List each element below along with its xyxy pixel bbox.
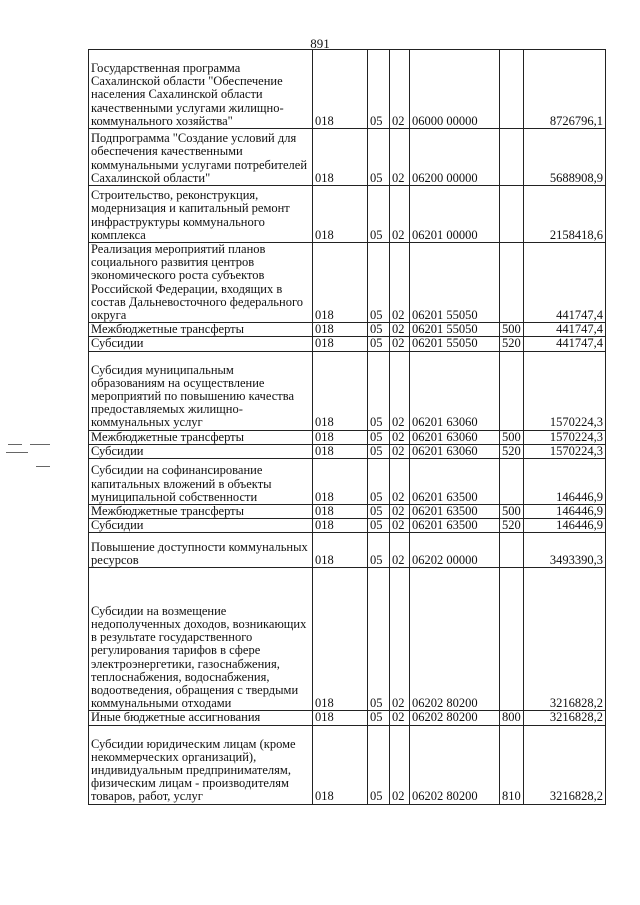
target-article-code: 06201 63060 (410, 444, 500, 458)
amount-value: 2158418,6 (524, 186, 606, 243)
subsection-code: 02 (390, 444, 410, 458)
section-code: 05 (368, 568, 390, 711)
row-description: Подпрограмма "Создание условий для обеспечения качественными коммунальными услугами потребителей Сахалинской области" (89, 129, 313, 186)
target-article-code: 06201 63500 (410, 459, 500, 505)
subsection-code: 02 (390, 711, 410, 725)
expense-type-code (500, 129, 524, 186)
target-article-code: 06201 63500 (410, 519, 500, 533)
row-description: Повышение доступности коммунальных ресурсов (89, 533, 313, 568)
target-article-code: 06201 55050 (410, 243, 500, 323)
subsection-code: 02 (390, 323, 410, 337)
section-code: 05 (368, 444, 390, 458)
table-row (89, 533, 606, 568)
table-row (89, 459, 606, 505)
section-code: 05 (368, 505, 390, 519)
target-article-code: 06000 00000 (410, 50, 500, 129)
ministry-code: 018 (313, 337, 368, 351)
table-row (89, 50, 606, 129)
expense-type-code (500, 533, 524, 568)
expense-type-code (500, 243, 524, 323)
subsection-code: 02 (390, 725, 410, 804)
table-row (89, 711, 606, 725)
expense-type-code: 520 (500, 444, 524, 458)
section-code: 05 (368, 711, 390, 725)
table-row (89, 323, 606, 337)
ministry-code: 018 (313, 50, 368, 129)
table-row (89, 243, 606, 323)
amount-value: 3216828,2 (524, 725, 606, 804)
row-description: Реализация мероприятий планов социального развития центров экономического роста субъектов Российской Федерации, входящих в состав Дальневосточного федерального округа (89, 243, 313, 323)
expense-type-code (500, 50, 524, 129)
table-row (89, 444, 606, 458)
subsection-code: 02 (390, 430, 410, 444)
expense-type-code: 500 (500, 505, 524, 519)
subsection-code: 02 (390, 568, 410, 711)
amount-value: 3216828,2 (524, 568, 606, 711)
expense-type-code (500, 459, 524, 505)
table-row (89, 430, 606, 444)
target-article-code: 06202 80200 (410, 711, 500, 725)
row-description: Субсидии юридическим лицам (кроме некоммерческих организаций), индивидуальным предпринимателям, физическим лицам - производителям товаров, работ, услуг (89, 725, 313, 804)
subsection-code: 02 (390, 459, 410, 505)
expense-type-code (500, 351, 524, 430)
table-row (89, 337, 606, 351)
amount-value: 3493390,3 (524, 533, 606, 568)
table-row (89, 505, 606, 519)
target-article-code: 06201 00000 (410, 186, 500, 243)
subsection-code: 02 (390, 519, 410, 533)
target-article-code: 06201 63060 (410, 430, 500, 444)
amount-value: 441747,4 (524, 323, 606, 337)
scan-artifact (8, 444, 22, 445)
ministry-code: 018 (313, 519, 368, 533)
target-article-code: 06201 55050 (410, 323, 500, 337)
scan-artifact (6, 452, 28, 453)
subsection-code: 02 (390, 243, 410, 323)
ministry-code: 018 (313, 186, 368, 243)
row-description: Субсидия муниципальным образованиям на осуществление мероприятий по повышению качества предоставляемых жилищно-коммунальных услуг (89, 351, 313, 430)
budget-table (88, 49, 606, 805)
table-row (89, 351, 606, 430)
section-code: 05 (368, 459, 390, 505)
amount-value: 441747,4 (524, 337, 606, 351)
ministry-code: 018 (313, 323, 368, 337)
target-article-code: 06201 63500 (410, 505, 500, 519)
table-row (89, 725, 606, 804)
section-code: 05 (368, 129, 390, 186)
section-code: 05 (368, 243, 390, 323)
subsection-code: 02 (390, 337, 410, 351)
row-description: Субсидии (89, 519, 313, 533)
table-row (89, 186, 606, 243)
scan-artifact (36, 466, 50, 467)
ministry-code: 018 (313, 568, 368, 711)
table-row (89, 568, 606, 711)
amount-value: 146446,9 (524, 519, 606, 533)
row-description: Межбюджетные трансферты (89, 505, 313, 519)
subsection-code: 02 (390, 505, 410, 519)
expense-type-code: 520 (500, 337, 524, 351)
ministry-code: 018 (313, 459, 368, 505)
amount-value: 1570224,3 (524, 351, 606, 430)
expense-type-code: 500 (500, 323, 524, 337)
amount-value: 441747,4 (524, 243, 606, 323)
ministry-code: 018 (313, 444, 368, 458)
subsection-code: 02 (390, 533, 410, 568)
ministry-code: 018 (313, 129, 368, 186)
row-description: Субсидии на возмещение недополученных доходов, возникающих в результате государственного регулирования тарифов в сфере электроэнергетики, газоснабжения, теплоснабжения, водоснабжения, водоотведения, обращения с твердыми коммунальными отходами (89, 568, 313, 711)
expense-type-code: 800 (500, 711, 524, 725)
page-number: 891 (310, 36, 330, 51)
ministry-code: 018 (313, 533, 368, 568)
target-article-code: 06202 00000 (410, 533, 500, 568)
expense-type-code (500, 568, 524, 711)
target-article-code: 06201 63060 (410, 351, 500, 430)
section-code: 05 (368, 725, 390, 804)
amount-value: 5688908,9 (524, 129, 606, 186)
subsection-code: 02 (390, 186, 410, 243)
section-code: 05 (368, 337, 390, 351)
row-description: Иные бюджетные ассигнования (89, 711, 313, 725)
table-row (89, 519, 606, 533)
ministry-code: 018 (313, 711, 368, 725)
row-description: Субсидии на софинансирование капитальных вложений в объекты муниципальной собственности (89, 459, 313, 505)
expense-type-code: 810 (500, 725, 524, 804)
target-article-code: 06201 55050 (410, 337, 500, 351)
section-code: 05 (368, 533, 390, 568)
row-description: Межбюджетные трансферты (89, 430, 313, 444)
subsection-code: 02 (390, 50, 410, 129)
row-description: Строительство, реконструкция, модернизация и капитальный ремонт инфраструктуры коммунального комплекса (89, 186, 313, 243)
expense-type-code: 520 (500, 519, 524, 533)
section-code: 05 (368, 323, 390, 337)
section-code: 05 (368, 519, 390, 533)
ministry-code: 018 (313, 430, 368, 444)
amount-value: 1570224,3 (524, 430, 606, 444)
row-description: Государственная программа Сахалинской области "Обеспечение населения Сахалинской области качественными услугами жилищно-коммунального хозяйства" (89, 50, 313, 129)
target-article-code: 06202 80200 (410, 568, 500, 711)
ministry-code: 018 (313, 243, 368, 323)
target-article-code: 06202 80200 (410, 725, 500, 804)
expense-type-code: 500 (500, 430, 524, 444)
amount-value: 146446,9 (524, 505, 606, 519)
amount-value: 8726796,1 (524, 50, 606, 129)
subsection-code: 02 (390, 351, 410, 430)
ministry-code: 018 (313, 505, 368, 519)
section-code: 05 (368, 351, 390, 430)
row-description: Субсидии (89, 444, 313, 458)
row-description: Межбюджетные трансферты (89, 323, 313, 337)
subsection-code: 02 (390, 129, 410, 186)
amount-value: 3216828,2 (524, 711, 606, 725)
amount-value: 1570224,3 (524, 444, 606, 458)
section-code: 05 (368, 186, 390, 243)
expense-type-code (500, 186, 524, 243)
ministry-code: 018 (313, 351, 368, 430)
amount-value: 146446,9 (524, 459, 606, 505)
target-article-code: 06200 00000 (410, 129, 500, 186)
section-code: 05 (368, 430, 390, 444)
ministry-code: 018 (313, 725, 368, 804)
section-code: 05 (368, 50, 390, 129)
scan-artifact (30, 444, 50, 445)
table-row (89, 129, 606, 186)
row-description: Субсидии (89, 337, 313, 351)
